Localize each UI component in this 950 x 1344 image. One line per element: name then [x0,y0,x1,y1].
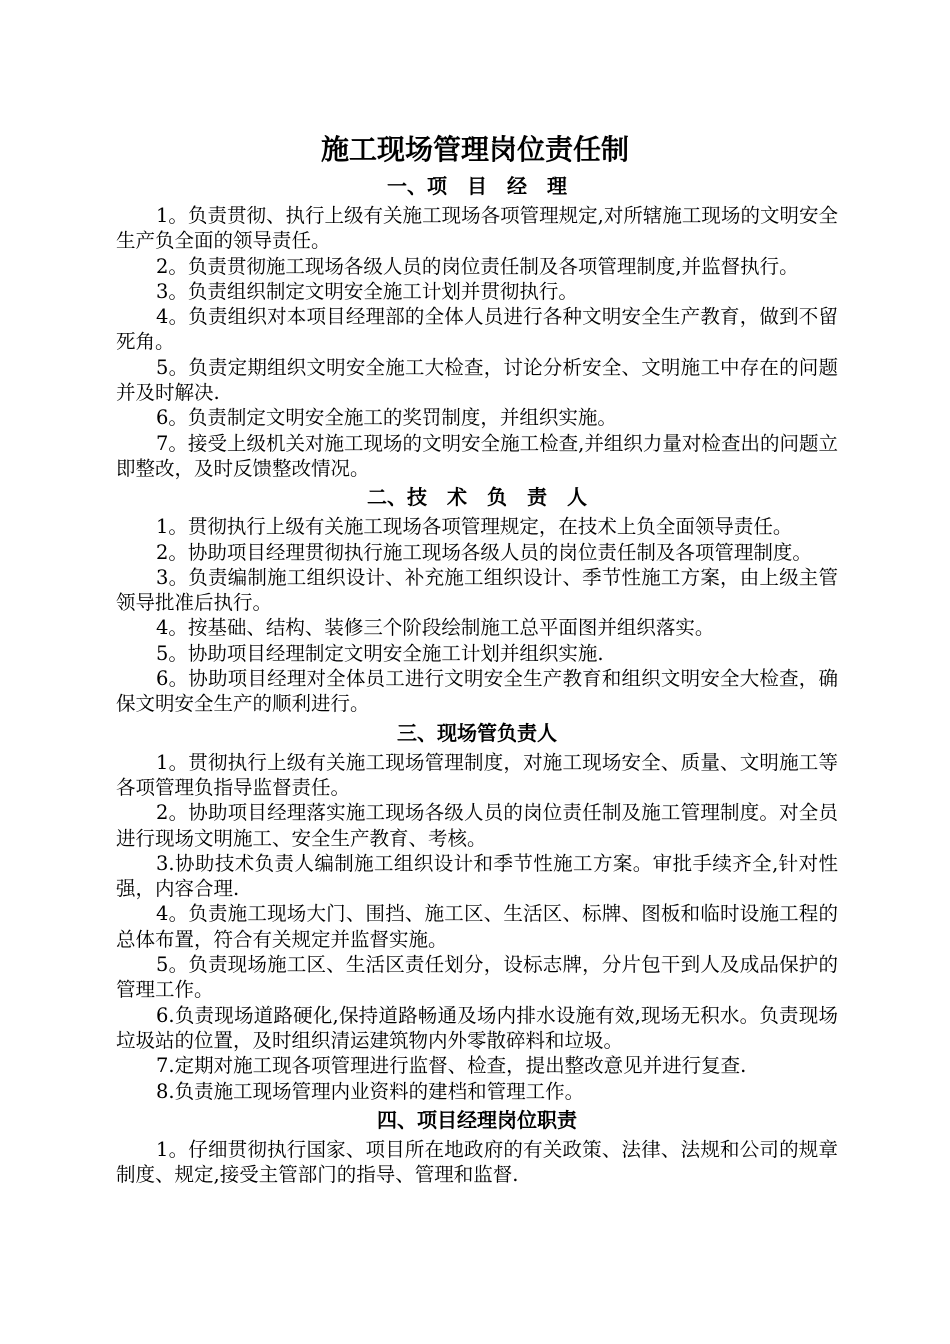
section-technical-lead [116,481,838,716]
paragraph: 5。负责定期组织文明安全施工大检查，讨论分析安全、文明施工中存在的问题并及时解决. [116,355,838,405]
paragraph: 4。负责施工现场大门、围挡、施工区、生活区、标牌、图板和临时设施工程的总体布置，符合有关规定并监督实施。 [116,902,838,951]
section-site-manager [116,717,838,1104]
paragraph: 6。负责制定文明安全施工的奖罚制度，并组织实施。 [156,406,617,430]
paragraph: 2。负责贯彻施工现场各级人员的岗位责任制及各项管理制度,并监督执行。 [156,254,799,278]
section-heading: 二、技 术 负 责 人 [367,485,587,510]
paragraph: 2。协助项目经理贯彻执行施工现场各级人员的岗位责任制及各项管理制度。 [156,540,812,564]
paragraph: 6。协助项目经理对全体员工进行文明安全生产教育和组织文明安全大检查，确保文明安全生产的顺利进行。 [116,667,838,716]
paragraph: 1。仔细贯彻执行国家、项目所在地政府的有关政策、法律、法规和公司的规章制度、规定,接受主管部门的指导、管理和监督. [116,1137,838,1187]
paragraph: 4。按基础、结构、装修三个阶段绘制施工总平面图并组织落实。 [156,616,715,640]
paragraph: 6.负责现场道路硬化,保持道路畅通及场内排水设施有效,现场无积水。负责现场垃圾站的位置，及时组织清运建筑物内外零散碎料和垃圾。 [116,1003,838,1052]
section-heading: 一、项 目 经 理 [387,174,567,198]
paragraph: 1。贯彻执行上级有关施工现场各项管理规定，在技术上负全面领导责任。 [156,515,793,539]
paragraph: 5。负责现场施工区、生活区责任划分，设标志牌，分片包干到人及成品保护的管理工作。 [116,953,838,1002]
section-project-manager [116,170,838,481]
paragraph: 7。接受上级机关对施工现场的文明安全施工检查,并组织力量对检查出的问题立即整改，及时反馈整改情况。 [116,431,838,480]
paragraph: 8.负责施工现场管理内业资料的建档和管理工作。 [156,1079,585,1103]
paragraph: 2。协助项目经理落实施工现场各级人员的岗位责任制及施工管理制度。对全员进行现场文明施工、安全生产教育、考核。 [116,801,838,850]
paragraph: 3。负责编制施工组织设计、补充施工组织设计、季节性施工方案，由上级主管领导批准后执行。 [116,565,838,615]
paragraph: 5。协助项目经理制定文明安全施工计划并组织实施. [156,641,604,665]
paragraph: 1。贯彻执行上级有关施工现场管理制度，对施工现场安全、质量、文明施工等各项管理负指导监督责任。 [116,750,838,799]
document-body [116,170,838,1187]
section-heading: 四、项目经理岗位职责 [377,1107,577,1132]
paragraph: 3。负责组织制定文明安全施工计划并贯彻执行。 [156,279,578,303]
paragraph: 7.定期对施工现各项管理进行监督、检查，提出整改意见并进行复查. [156,1054,747,1078]
paragraph: 1。负责贯彻、执行上级有关施工现场各项管理规定,对所辖施工现场的文明安全生产负全面的领导责任。 [116,204,838,253]
paragraph: 4。负责组织对本项目经理部的全体人员进行各种文明安全生产教育，做到不留死角。 [116,305,838,354]
document-title: 施工现场管理岗位责任制 [320,133,629,166]
section-heading: 三、现场管负责人 [397,720,557,745]
section-project-manager-duties [116,1104,838,1188]
paragraph: 3.协助技术负责人编制施工组织设计和季节性施工方案。审批手续齐全,针对性强，内容合理. [116,851,838,901]
